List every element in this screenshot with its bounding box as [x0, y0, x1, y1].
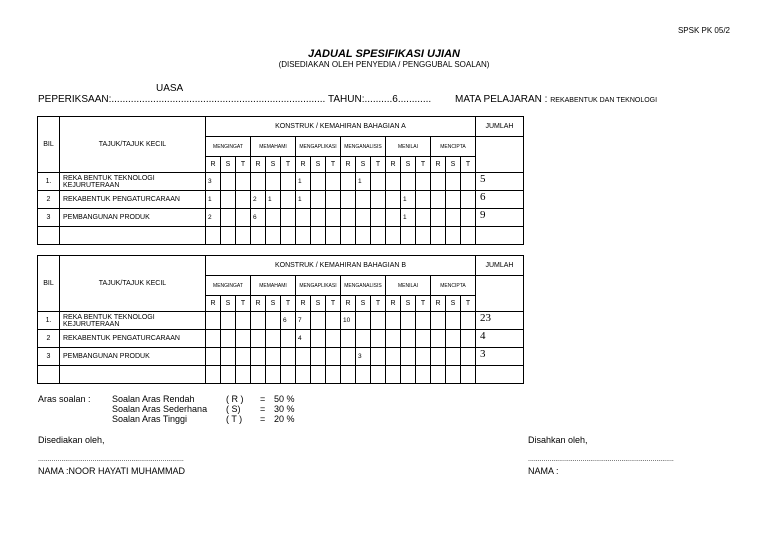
rst-header: T [416, 157, 431, 173]
rst-header: R [341, 157, 356, 173]
row-topic: PEMBANGUNAN PRODUK [60, 209, 206, 227]
aras-rendah-code: ( R ) [226, 394, 244, 404]
rst-header: R [431, 157, 446, 173]
score-cell: 1 [296, 191, 311, 209]
score-cell [386, 330, 401, 348]
empty-cell [296, 227, 311, 245]
score-cell [416, 330, 431, 348]
score-cell [401, 173, 416, 191]
row-total: 9 [476, 209, 524, 227]
rst-header: T [326, 296, 341, 312]
score-cell [371, 348, 386, 366]
score-cell: 4 [296, 330, 311, 348]
score-cell [416, 209, 431, 227]
row-total: 23 [476, 312, 524, 330]
level-header-mengingat: MENGINGAT [206, 137, 251, 157]
score-cell [236, 330, 251, 348]
empty-cell [60, 227, 206, 245]
score-cell: 1 [266, 191, 281, 209]
score-cell [431, 191, 446, 209]
aras-sederhana-code: ( S) [226, 404, 241, 414]
empty-cell [446, 227, 461, 245]
score-cell: 3 [206, 173, 221, 191]
score-cell [251, 173, 266, 191]
rst-header: S [356, 296, 371, 312]
empty-cell [476, 227, 524, 245]
level-header-mengaplikasi: MENGAPLIKASI [296, 137, 341, 157]
score-cell [311, 330, 326, 348]
empty-cell [60, 366, 206, 384]
score-cell [296, 348, 311, 366]
row-topic: REKA BENTUK TEKNOLOGI KEJURUTERAAN [60, 173, 206, 191]
score-cell [221, 312, 236, 330]
level-header-mencipta: MENCIPTA [431, 276, 476, 296]
score-cell [221, 348, 236, 366]
empty-cell [371, 227, 386, 245]
score-cell [326, 312, 341, 330]
rst-header: S [221, 157, 236, 173]
score-cell [251, 312, 266, 330]
score-cell [446, 330, 461, 348]
score-cell [461, 191, 476, 209]
aras-tinggi-eq: = [260, 414, 266, 424]
empty-cell [386, 227, 401, 245]
score-cell [461, 209, 476, 227]
score-cell [416, 348, 431, 366]
topic-header: TAJUK/TAJUK KECIL [60, 117, 206, 173]
approved-name: NAMA : [528, 466, 559, 476]
empty-cell [326, 227, 341, 245]
empty-cell [461, 227, 476, 245]
row-bil: 3 [38, 209, 60, 227]
empty-cell [401, 227, 416, 245]
score-cell [281, 330, 296, 348]
score-cell [311, 312, 326, 330]
bil-header: BIL [38, 256, 60, 312]
score-cell [266, 173, 281, 191]
score-cell [356, 330, 371, 348]
score-cell [326, 348, 341, 366]
rst-header: R [341, 296, 356, 312]
score-cell [461, 173, 476, 191]
score-cell [386, 173, 401, 191]
jumlah-header: JUMLAH [476, 256, 524, 276]
score-cell [416, 191, 431, 209]
score-cell [446, 348, 461, 366]
rst-header: R [251, 157, 266, 173]
empty-cell [311, 227, 326, 245]
score-cell [386, 209, 401, 227]
score-cell [236, 348, 251, 366]
level-header-menganalisis: MENGANALISIS [341, 276, 386, 296]
score-cell [431, 348, 446, 366]
score-cell: 2 [206, 209, 221, 227]
level-header-mengingat: MENGINGAT [206, 276, 251, 296]
year-label: TAHUN:..........6............ [328, 94, 432, 105]
score-cell: 10 [341, 312, 356, 330]
score-cell [416, 312, 431, 330]
empty-cell [266, 366, 281, 384]
aras-rendah-eq: = [260, 394, 266, 404]
empty-cell [461, 366, 476, 384]
table-row [38, 348, 524, 366]
score-cell: 3 [356, 348, 371, 366]
subject-label: MATA PELAJARAN : [455, 94, 548, 105]
rst-header: R [206, 296, 221, 312]
score-cell [236, 312, 251, 330]
empty-cell [221, 227, 236, 245]
score-cell [401, 330, 416, 348]
empty-cell [476, 366, 524, 384]
score-cell [221, 330, 236, 348]
prepared-name: NAMA :NOOR HAYATI MUHAMMAD [38, 466, 186, 476]
table-row [38, 173, 524, 191]
rst-header: T [236, 296, 251, 312]
rst-header: R [386, 157, 401, 173]
rst-header: T [416, 296, 431, 312]
empty-cell [251, 366, 266, 384]
subject-field [455, 94, 657, 105]
rst-header: T [461, 157, 476, 173]
score-cell [431, 209, 446, 227]
score-cell [446, 173, 461, 191]
rst-header: T [371, 296, 386, 312]
row-topic: REKA BENTUK TEKNOLOGI KEJURUTERAAN [60, 312, 206, 330]
empty-cell [401, 366, 416, 384]
empty-cell [341, 366, 356, 384]
empty-row [38, 227, 524, 245]
empty-cell [206, 366, 221, 384]
empty-cell [296, 366, 311, 384]
score-cell [401, 312, 416, 330]
aras-tinggi-name: Soalan Aras Tinggi [112, 414, 188, 424]
empty-cell [446, 366, 461, 384]
aras-sederhana-pct: 30 % [274, 404, 295, 414]
empty-cell [221, 366, 236, 384]
rst-header: S [356, 157, 371, 173]
score-cell [221, 173, 236, 191]
empty-cell [38, 227, 60, 245]
score-cell: 2 [251, 191, 266, 209]
score-cell [371, 330, 386, 348]
construct-heading: KONSTRUK / KEMAHIRAN BAHAGIAN A [206, 117, 476, 137]
row-bil: 1. [38, 173, 60, 191]
rst-header: R [296, 157, 311, 173]
score-cell [206, 312, 221, 330]
jumlah-blank [476, 276, 524, 312]
score-cell [356, 191, 371, 209]
document-code: SPSK PK 05/2 [677, 26, 730, 35]
score-cell: 6 [251, 209, 266, 227]
score-cell [386, 312, 401, 330]
rst-header: R [431, 296, 446, 312]
score-cell [311, 191, 326, 209]
level-header-mencipta: MENCIPTA [431, 137, 476, 157]
score-cell [236, 173, 251, 191]
table-row [38, 191, 524, 209]
score-cell [311, 209, 326, 227]
score-cell [281, 209, 296, 227]
score-cell [311, 348, 326, 366]
exam-value: UASA [156, 83, 184, 94]
level-header-memahami: MEMAHAMI [251, 276, 296, 296]
rst-header: S [311, 157, 326, 173]
empty-cell [236, 227, 251, 245]
subject-value: REKABENTUK DAN TEKNOLOGI [550, 97, 658, 104]
score-cell [266, 209, 281, 227]
rst-header: S [446, 157, 461, 173]
rst-header: T [281, 296, 296, 312]
rst-header: S [266, 296, 281, 312]
header-row [38, 117, 524, 137]
score-cell [221, 209, 236, 227]
rst-header: T [371, 157, 386, 173]
empty-cell [371, 366, 386, 384]
score-cell [266, 348, 281, 366]
score-cell [431, 173, 446, 191]
score-cell [266, 312, 281, 330]
score-cell [281, 191, 296, 209]
score-cell [371, 209, 386, 227]
rst-header: R [206, 157, 221, 173]
level-header-menilai: MENILAI [386, 137, 431, 157]
empty-cell [326, 366, 341, 384]
score-cell [431, 330, 446, 348]
row-total: 3 [476, 348, 524, 366]
jumlah-header: JUMLAH [476, 117, 524, 137]
spec-table-a [37, 116, 524, 245]
row-topic: REKABENTUK PENGATURCARAAN [60, 330, 206, 348]
score-cell [236, 209, 251, 227]
aras-sederhana-name: Soalan Aras Sederhana [112, 404, 208, 414]
topic-header: TAJUK/TAJUK KECIL [60, 256, 206, 312]
score-cell [371, 312, 386, 330]
rst-header: T [281, 157, 296, 173]
score-cell [461, 348, 476, 366]
score-cell [371, 173, 386, 191]
empty-cell [281, 227, 296, 245]
rst-header: S [221, 296, 236, 312]
score-cell [206, 348, 221, 366]
score-cell [371, 191, 386, 209]
score-cell [251, 330, 266, 348]
score-cell: 6 [281, 312, 296, 330]
page-title: JADUAL SPESIFIKASI UJIAN [308, 48, 460, 60]
score-cell [221, 191, 236, 209]
header-row [38, 256, 524, 276]
level-header-memahami: MEMAHAMI [251, 137, 296, 157]
row-total: 5 [476, 173, 524, 191]
construct-heading: KONSTRUK / KEMAHIRAN BAHAGIAN B [206, 256, 476, 276]
score-cell [431, 312, 446, 330]
score-cell [326, 173, 341, 191]
aras-rendah-pct: 50 % [274, 394, 295, 404]
score-cell [386, 348, 401, 366]
aras-rendah-name: Soalan Aras Rendah [112, 394, 195, 404]
score-cell [341, 209, 356, 227]
empty-cell [341, 227, 356, 245]
row-topic: REKABENTUK PENGATURCARAAN [60, 191, 206, 209]
score-cell [251, 348, 266, 366]
score-cell [281, 348, 296, 366]
score-cell [311, 173, 326, 191]
score-cell [326, 330, 341, 348]
score-cell: 1 [296, 173, 311, 191]
empty-cell [206, 227, 221, 245]
row-bil: 2 [38, 191, 60, 209]
score-cell [326, 191, 341, 209]
score-cell [401, 348, 416, 366]
empty-cell [38, 366, 60, 384]
table-row [38, 312, 524, 330]
score-cell: 1 [401, 191, 416, 209]
aras-sederhana-eq: = [260, 404, 266, 414]
score-cell [236, 191, 251, 209]
approved-by-label: Disahkan oleh, [528, 435, 588, 445]
row-topic: PEMBANGUNAN PRODUK [60, 348, 206, 366]
score-cell [446, 209, 461, 227]
score-cell [461, 330, 476, 348]
level-header-menilai: MENILAI [386, 276, 431, 296]
empty-cell [236, 366, 251, 384]
rst-header: S [266, 157, 281, 173]
aras-label: Aras soalan : [38, 394, 91, 404]
jumlah-blank [476, 137, 524, 173]
rst-header: T [326, 157, 341, 173]
score-cell [461, 312, 476, 330]
rst-header: S [446, 296, 461, 312]
rst-header: T [236, 157, 251, 173]
empty-cell [386, 366, 401, 384]
level-header-mengaplikasi: MENGAPLIKASI [296, 276, 341, 296]
empty-cell [431, 227, 446, 245]
score-cell [386, 191, 401, 209]
score-cell: 1 [206, 191, 221, 209]
score-cell: 7 [296, 312, 311, 330]
empty-cell [266, 227, 281, 245]
score-cell [296, 209, 311, 227]
rst-header: S [401, 296, 416, 312]
prepared-by-label: Disediakan oleh, [38, 435, 105, 445]
empty-cell [356, 227, 371, 245]
spec-table-b [37, 255, 524, 384]
empty-cell [416, 366, 431, 384]
empty-cell [431, 366, 446, 384]
prepared-signature-line: ........................................................................... [38, 456, 184, 463]
score-cell [206, 330, 221, 348]
approved-signature-line: ........................................................................... [528, 456, 674, 463]
empty-row [38, 366, 524, 384]
exam-label: PEPERIKSAAN:............................................................................. [38, 94, 326, 105]
score-cell [446, 191, 461, 209]
row-total: 4 [476, 330, 524, 348]
table-row [38, 330, 524, 348]
rst-header: S [311, 296, 326, 312]
score-cell [281, 173, 296, 191]
score-cell: 1 [401, 209, 416, 227]
row-bil: 3 [38, 348, 60, 366]
score-cell [356, 312, 371, 330]
row-bil: 2 [38, 330, 60, 348]
score-cell [341, 348, 356, 366]
score-cell [341, 191, 356, 209]
score-cell [341, 330, 356, 348]
empty-cell [356, 366, 371, 384]
score-cell [356, 209, 371, 227]
score-cell [326, 209, 341, 227]
score-cell [416, 173, 431, 191]
level-header-menganalisis: MENGANALISIS [341, 137, 386, 157]
row-bil: 1. [38, 312, 60, 330]
empty-cell [311, 366, 326, 384]
score-cell [341, 173, 356, 191]
rst-header: S [401, 157, 416, 173]
rst-header: R [386, 296, 401, 312]
bil-header: BIL [38, 117, 60, 173]
empty-cell [281, 366, 296, 384]
empty-cell [251, 227, 266, 245]
rst-header: R [296, 296, 311, 312]
score-cell [446, 312, 461, 330]
rst-header: R [251, 296, 266, 312]
aras-tinggi-code: ( T ) [226, 414, 243, 424]
table-row [38, 209, 524, 227]
page-subtitle: (DISEDIAKAN OLEH PENYEDIA / PENGGUBAL SOALAN) [278, 60, 490, 69]
empty-cell [416, 227, 431, 245]
score-cell: 1 [356, 173, 371, 191]
aras-tinggi-pct: 20 % [274, 414, 295, 424]
row-total: 6 [476, 191, 524, 209]
score-cell [266, 330, 281, 348]
rst-header: T [461, 296, 476, 312]
